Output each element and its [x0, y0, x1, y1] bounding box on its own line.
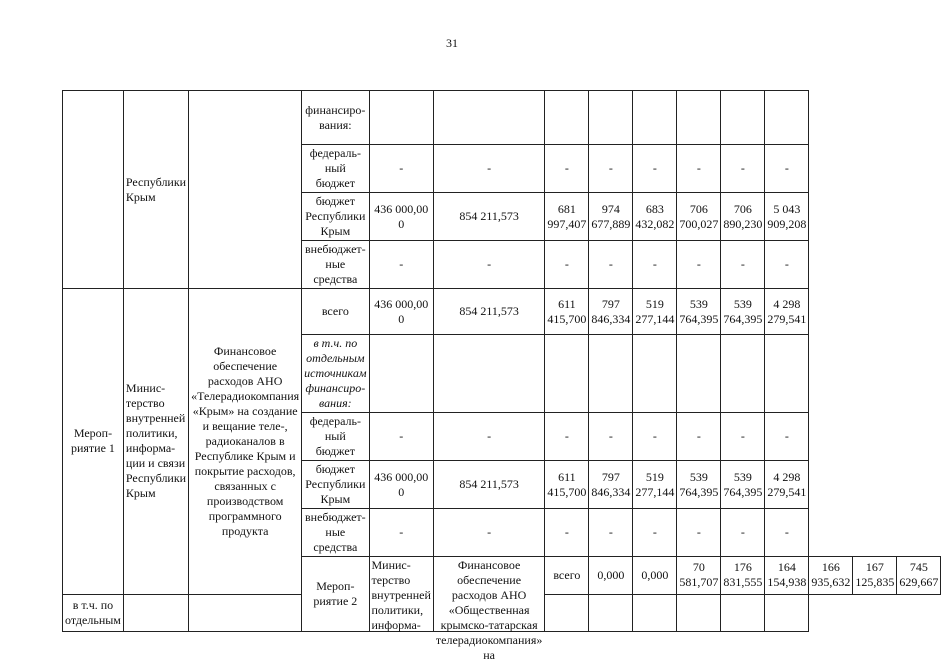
value-cell: -: [677, 509, 721, 557]
value-cell: 176 831,555: [721, 557, 765, 595]
value-cell: 611 415,700: [545, 461, 589, 509]
event-name: Мероп-риятие 2: [302, 557, 369, 632]
value-cell: -: [369, 413, 433, 461]
value-cell: -: [369, 509, 433, 557]
table-row: [63, 289, 941, 335]
value-cell: 519 277,144: [633, 289, 677, 335]
source-cell: федераль-ный бюджет: [302, 413, 369, 461]
value-cell: 706 700,027: [677, 193, 721, 241]
event-name: Мероп-риятие 1: [63, 289, 124, 595]
value-cell: -: [633, 145, 677, 193]
value-cell: 974 677,889: [589, 193, 633, 241]
value-cell: -: [721, 145, 765, 193]
value-cell: 539 764,395: [677, 461, 721, 509]
value-cell: 436 000,00 0: [369, 289, 433, 335]
value-cell: -: [369, 145, 433, 193]
source-cell: внебюджет-ные средства: [302, 509, 369, 557]
value-cell: 0,000: [633, 557, 677, 595]
source-cell: финансиро-вания:: [302, 91, 369, 145]
value-cell: 854 211,573: [433, 193, 544, 241]
executor-cell: Республики Крым: [123, 91, 188, 289]
value-cell: -: [677, 413, 721, 461]
value-cell: -: [765, 413, 809, 461]
value-cell: -: [545, 241, 589, 289]
value-cell: 0,000: [589, 557, 633, 595]
value-cell: 797 846,334: [589, 289, 633, 335]
value-cell: 164 154,938: [765, 557, 809, 595]
value-cell: 745 629,667: [897, 557, 941, 595]
table-row: [63, 91, 941, 145]
value-cell: 854 211,573: [433, 289, 544, 335]
value-cell: 70 581,707: [677, 557, 721, 595]
value-cell: -: [589, 413, 633, 461]
value-cell: -: [589, 509, 633, 557]
page-number: 31: [446, 36, 458, 50]
executor-cell: Минис-терство внутренней политики, информа-ции и связи Республики Крым: [123, 289, 188, 595]
value-cell: 683 432,082: [633, 193, 677, 241]
value-cell: 539 764,395: [677, 289, 721, 335]
value-cell: 167 125,835: [853, 557, 897, 595]
value-cell: -: [433, 413, 544, 461]
source-cell: в т.ч. по отдельным источникам финансиро-вания:: [302, 335, 369, 413]
source-cell: бюджет Республики Крым: [302, 461, 369, 509]
value-cell: -: [633, 241, 677, 289]
value-cell: 519 277,144: [633, 461, 677, 509]
description-cell: Финансовое обеспечение расходов АНО «Телерадиокомпания «Крым» на создание и вещание теле-, радиоканалов в Республике Крым и покрытие расходов, связанных с производством программного продукта: [189, 289, 302, 595]
value-cell: -: [721, 241, 765, 289]
value-cell: -: [369, 241, 433, 289]
value-cell: -: [765, 509, 809, 557]
value-cell: 436 000,00 0: [369, 193, 433, 241]
event-cell: [63, 91, 124, 289]
value-cell: 854 211,573: [433, 461, 544, 509]
value-cell: 797 846,334: [589, 461, 633, 509]
value-cell: -: [433, 145, 544, 193]
value-cell: 436 000,00 0: [369, 461, 433, 509]
value-cell: -: [765, 145, 809, 193]
financing-table: [62, 90, 941, 662]
value-cell: 539 764,395: [721, 461, 765, 509]
value-cell: -: [721, 413, 765, 461]
value-cell: -: [677, 145, 721, 193]
description-cell: [189, 91, 302, 289]
value-cell: -: [433, 241, 544, 289]
value-cell: 706 890,230: [721, 193, 765, 241]
value-cell: -: [433, 509, 544, 557]
value-cell: -: [633, 413, 677, 461]
value-cell: -: [633, 509, 677, 557]
value-cell: -: [545, 413, 589, 461]
value-cell: 611 415,700: [545, 289, 589, 335]
source-cell: всего: [302, 289, 369, 335]
source-cell: всего: [545, 557, 589, 595]
value-cell: 539 764,395: [721, 289, 765, 335]
value-cell: -: [589, 241, 633, 289]
value-cell: 166 935,632: [809, 557, 853, 595]
value-cell: 4 298 279,541: [765, 289, 809, 335]
value-cell: -: [765, 241, 809, 289]
source-cell: федераль-ный бюджет: [302, 145, 369, 193]
source-cell: в т.ч. по отдельным: [63, 594, 124, 632]
source-cell: внебюджет-ные средства: [302, 241, 369, 289]
value-cell: -: [589, 145, 633, 193]
value-cell: -: [721, 509, 765, 557]
executor-cell: Минис-терство внутренней политики, информа-: [369, 557, 433, 632]
value-cell: -: [545, 509, 589, 557]
source-cell: бюджет Республики Крым: [302, 193, 369, 241]
value-cell: -: [677, 241, 721, 289]
value-cell: -: [545, 145, 589, 193]
description-cell: Финансовое обеспечение расходов АНО «Общественная крымско-татарская телерадиокомпания» на: [433, 557, 544, 632]
value-cell: 681 997,407: [545, 193, 589, 241]
value-cell: 4 298 279,541: [765, 461, 809, 509]
value-cell: 5 043 909,208: [765, 193, 809, 241]
